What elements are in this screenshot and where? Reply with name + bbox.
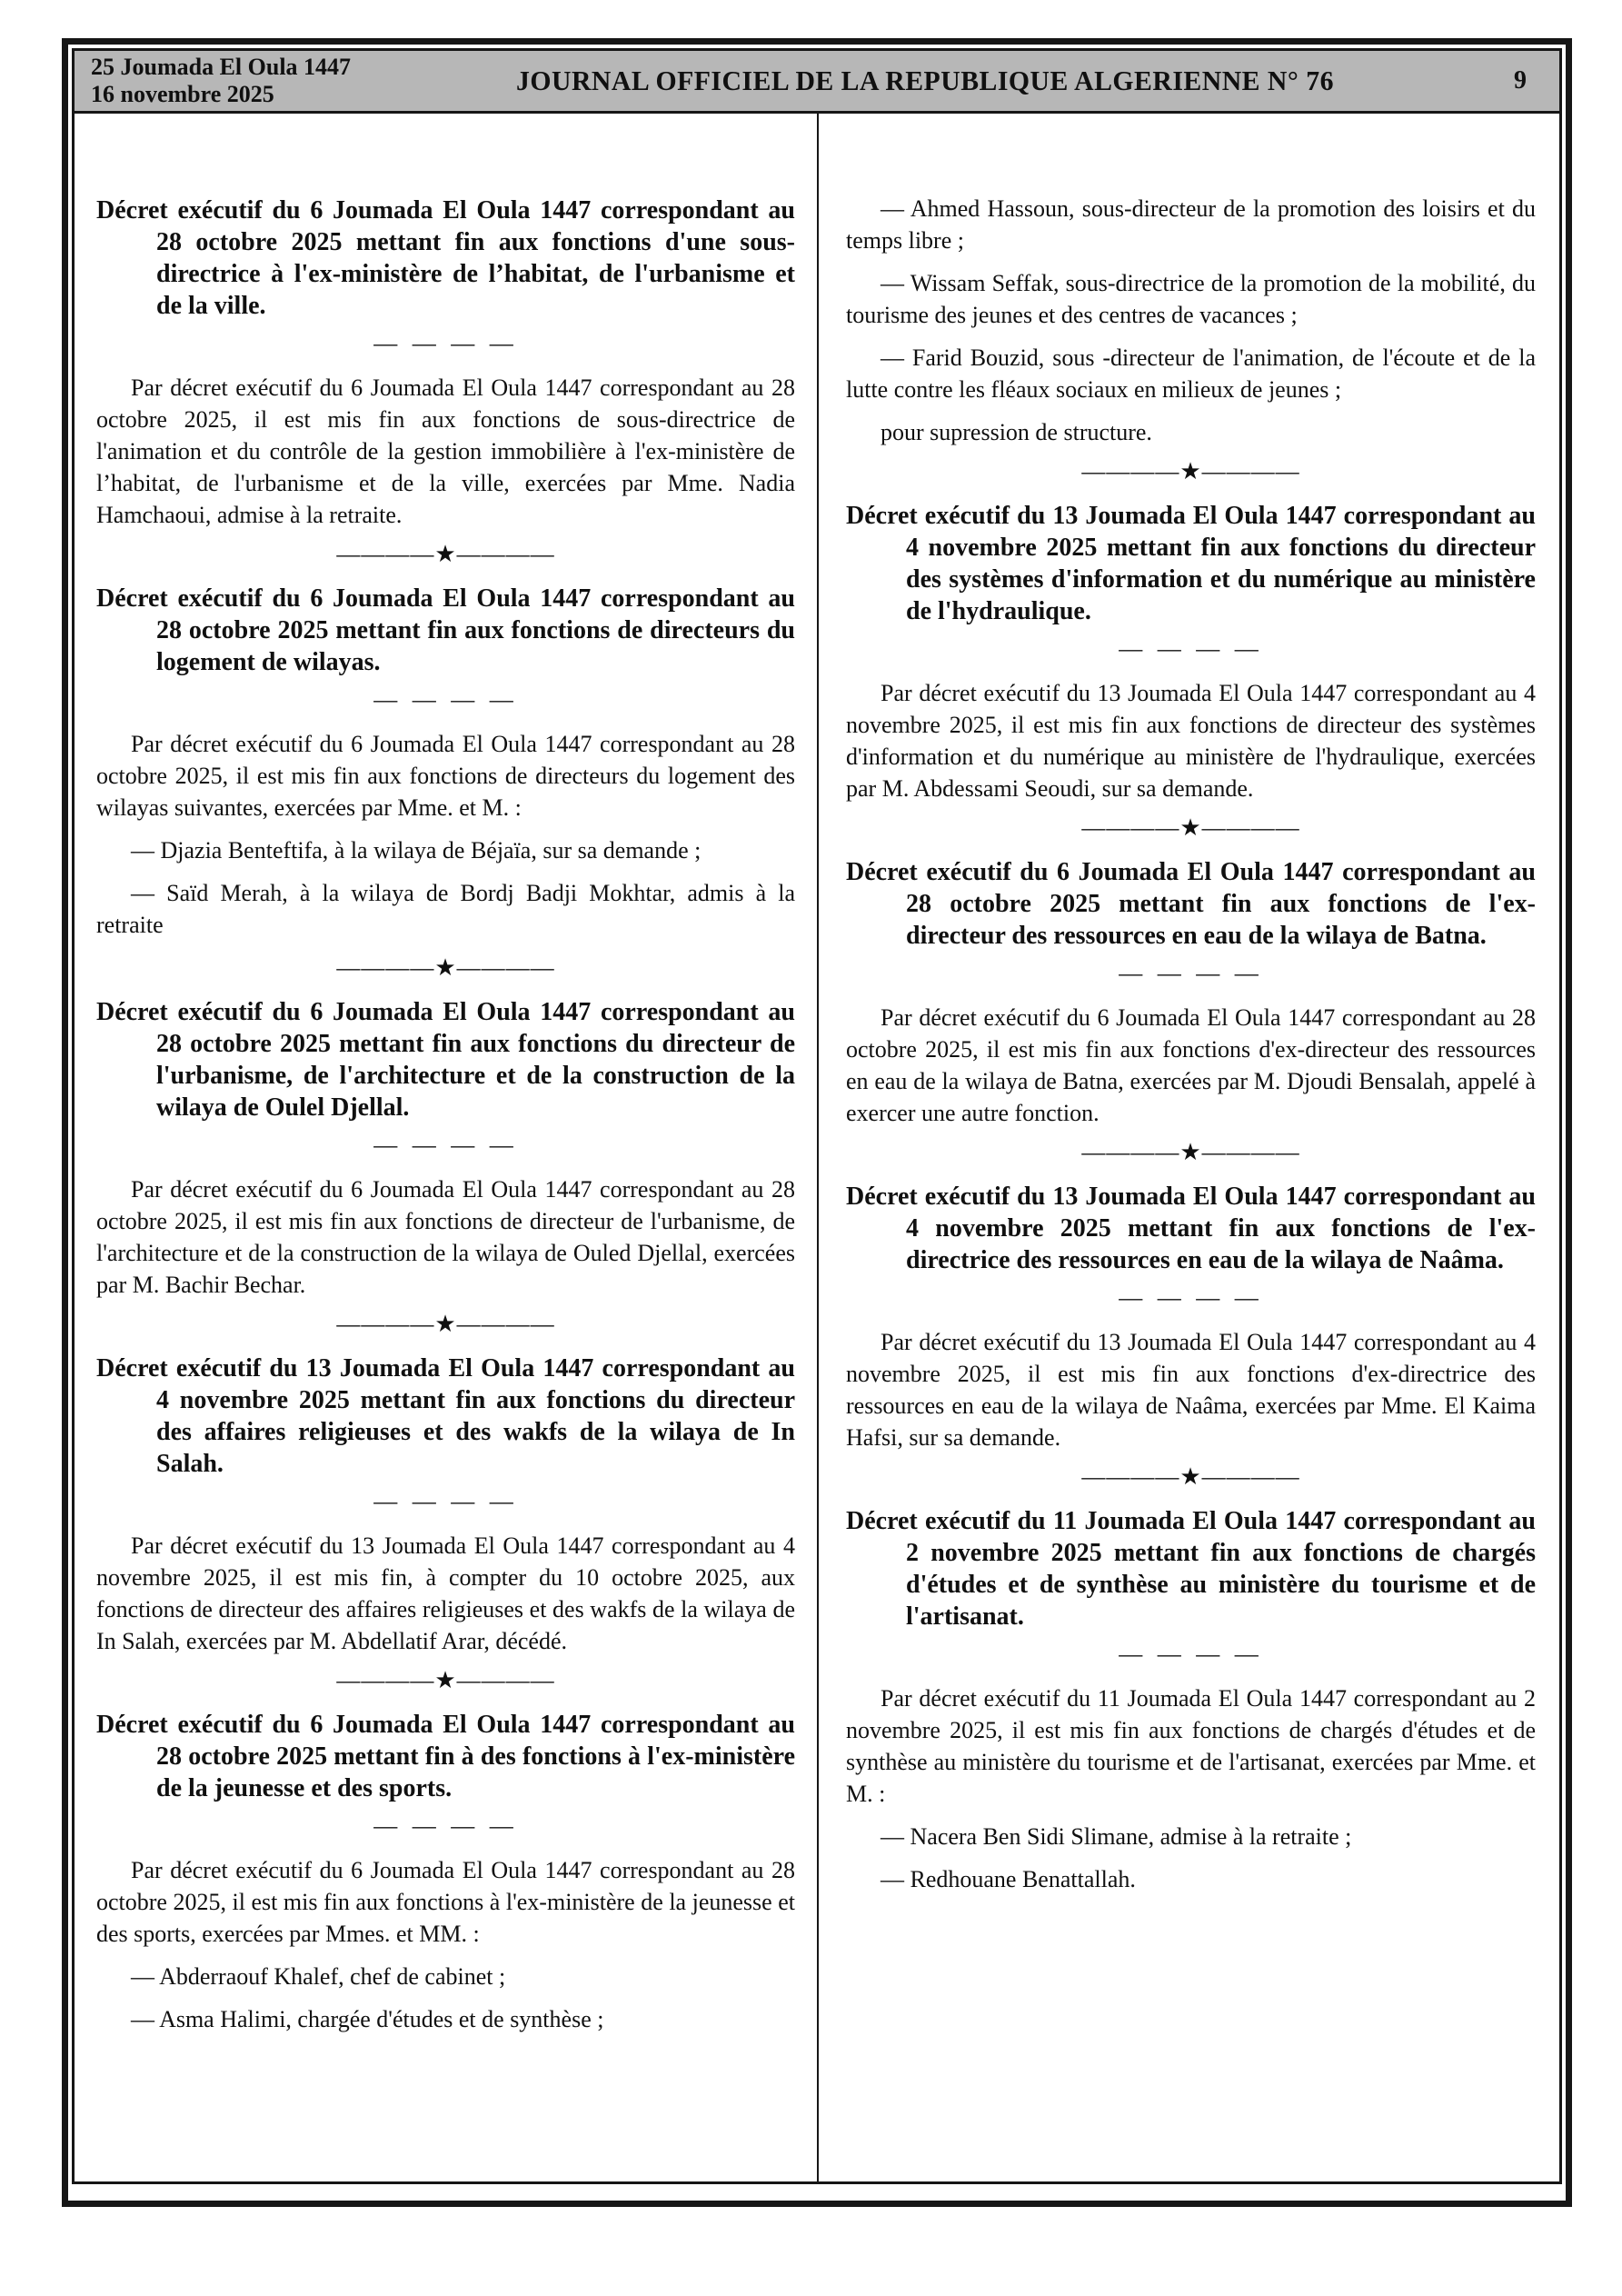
column-left [75,114,817,2181]
list-item: — Saïd Merah, à la wilaya de Bordj Badji Mokhtar, admis à la retraite [96,880,795,938]
decree-title: Décret exécutif du 13 Joumada El Oula 1447 correspondant au 4 novembre 2025 mettant fin aux fonctions de l'ex-directrice des ressources en eau de la wilaya de Naâma. [846,1183,1536,1274]
separator-star: ————★———— [336,541,555,567]
decree-title: Décret exécutif du 13 Joumada El Oula 1447 correspondant au 4 novembre 2025 mettant fin aux fonctions du directeur des affaires religieuses et des wakfs de la wilaya de In Salah. [96,1354,795,1478]
header-dates [91,54,351,108]
decree-title: Décret exécutif du 6 Joumada El Oula 1447 correspondant au 28 octobre 2025 mettant fin aux fonctions de l'ex-directeur des ressources en eau de la wilaya de Batna. [846,858,1536,950]
column-right [817,114,1559,2181]
list-item: — Ahmed Hassoun, sous-directeur de la promotion des loisirs et du temps libre ; [846,195,1536,254]
decree-paragraph: Par décret exécutif du 13 Joumada El Oula 1447 correspondant au 4 novembre 2025, il est mis fin aux fonctions de directeur des systèmes d'information et du numérique au ministère de l'hydraulique, exercées par M. Abdessami Seoudi, sur sa demande. [846,680,1536,802]
separator: — — — — [1119,960,1263,986]
date-hijri: 25 Joumada El Oula 1447 [91,54,352,80]
decree-title: Décret exécutif du 6 Joumada El Oula 1447 correspondant au 28 octobre 2025 mettant fin à des fonctions à l'ex-ministère de la jeunesse et des sports. [96,1711,795,1802]
list-item: — Farid Bouzid, sous -directeur de l'animation, de l'écoute et de la lutte contre les fléaux sociaux en milieux de jeunes ; [846,344,1536,403]
decree-paragraph: Par décret exécutif du 13 Joumada El Oula 1447 correspondant au 4 novembre 2025, il est mis fin, à compter du 10 octobre 2025, aux fonctions de directeur des affaires religieuses et des wakfs de la wilaya de In Salah, exercées par M. Abdellatif Arar, décédé. [96,1532,795,1654]
date-gregorian: 16 novembre 2025 [91,81,274,107]
separator-star: ————★———— [1081,814,1300,841]
separator-star: ————★———— [336,1311,555,1337]
page-frame [62,38,1572,2207]
journal-title: JOURNAL OFFICIEL DE LA REPUBLIQUE ALGERIENNE N° 76 [516,65,1335,96]
separator: — — — — [373,686,518,713]
decree-paragraph: Par décret exécutif du 11 Joumada El Oula 1447 correspondant au 2 novembre 2025, il est mis fin aux fonctions de chargés d'études et de synthèse au ministère du tourisme et de l'artisanat, exercées par Mme. et M. : [846,1685,1536,1807]
list-item: — Nacera Ben Sidi Slimane, admise à la retraite ; [881,1823,1352,1850]
decree-title: Décret exécutif du 6 Joumada El Oula 1447 correspondant au 28 octobre 2025 mettant fin aux fonctions de directeurs du logement de wilayas. [96,584,795,676]
decree-title: Décret exécutif du 6 Joumada El Oula 1447 correspondant au 28 octobre 2025 mettant fin aux fonctions du directeur de l'urbanisme, de l'architecture et de la construction de la wilaya de Oulel Djellal. [96,998,795,1122]
decree-paragraph: Par décret exécutif du 6 Joumada El Oula 1447 correspondant au 28 octobre 2025, il est mis fin aux fonctions de directeur de l'urbanisme, de l'architecture et de la construction de la wilaya de Ouled Djellal, exercées par M. Bachir Bechar. [96,1176,795,1298]
separator: — — — — [1119,1641,1263,1667]
separator: — — — — [373,1812,518,1839]
separator-star: ————★———— [1081,1139,1300,1165]
list-item: — Asma Halimi, chargée d'études et de synthèse ; [131,2006,604,2032]
decree-paragraph: pour supression de structure. [881,419,1152,445]
decree-paragraph: Par décret exécutif du 13 Joumada El Oula 1447 correspondant au 4 novembre 2025, il est mis fin aux fonctions d'ex-directrice des ressources en eau de la wilaya de Naâma, exercées par Mme. El Kaima Hafsi, sur sa demande. [846,1329,1536,1451]
separator-star: ————★———— [336,1667,555,1693]
decree-paragraph: Par décret exécutif du 6 Joumada El Oula 1447 correspondant au 28 octobre 2025, il est mis fin aux fonctions de directeurs du logement des wilayas suivantes, exercées par Mme. et M. : [96,731,795,821]
decree-title: Décret exécutif du 11 Joumada El Oula 1447 correspondant au 2 novembre 2025 mettant fin aux fonctions de chargés d'études et de synthèse au ministère du tourisme et de l'artisanat. [846,1507,1536,1631]
list-item: — Djazia Benteftifa, à la wilaya de Béjaïa, sur sa demande ; [131,837,702,863]
separator-star: ————★———— [1081,458,1300,484]
page-header [75,51,1559,114]
page-frame-inner [72,48,1562,2184]
decree-paragraph: Par décret exécutif du 6 Joumada El Oula 1447 correspondant au 28 octobre 2025, il est mis fin aux fonctions de sous-directrice de l'animation et du contrôle de la gestion immobilière à l'ex-ministère de l’habitat, de l'urbanisme et de la ville, exercées par Mme. Nadia Hamchaoui, admise à la retraite. [96,374,795,528]
decree-paragraph: Par décret exécutif du 6 Joumada El Oula 1447 correspondant au 28 octobre 2025, il est mis fin aux fonctions d'ex-directeur des ressources en eau de la wilaya de Batna, exercées par M. Djoudi Bensalah, appelé à exercer une autre fonction. [846,1004,1536,1126]
list-item: — Wissam Seffak, sous-directrice de la promotion de la mobilité, du tourisme des jeunes et des centres de vacances ; [846,270,1536,328]
decree-title: Décret exécutif du 13 Joumada El Oula 1447 correspondant au 4 novembre 2025 mettant fin aux fonctions du directeur des systèmes d'information et du numérique au ministère de l'hydraulique. [846,502,1536,625]
content-columns [75,114,1559,2181]
page-number: 9 [1514,66,1527,95]
decree-title: Décret exécutif du 6 Joumada El Oula 1447 correspondant au 28 octobre 2025 mettant fin aux fonctions d'une sous-directrice à l'ex-ministère de l’habitat, de l'urbanisme et de la ville. [96,196,795,320]
separator: — — — — [373,1132,518,1158]
separator: — — — — [1119,1284,1263,1311]
list-item: — Abderraouf Khalef, chef de cabinet ; [131,1963,506,1990]
decree-paragraph: Par décret exécutif du 6 Joumada El Oula 1447 correspondant au 28 octobre 2025, il est mis fin aux fonctions à l'ex-ministère de la jeunesse et des sports, exercées par Mmes. et MM. : [96,1857,795,1947]
separator: — — — — [1119,635,1263,662]
list-item: — Redhouane Benattallah. [881,1866,1136,1892]
separator: — — — — [373,1488,518,1514]
separator-star: ————★———— [1081,1463,1300,1490]
separator: — — — — [373,330,518,356]
separator-star: ————★———— [336,954,555,981]
